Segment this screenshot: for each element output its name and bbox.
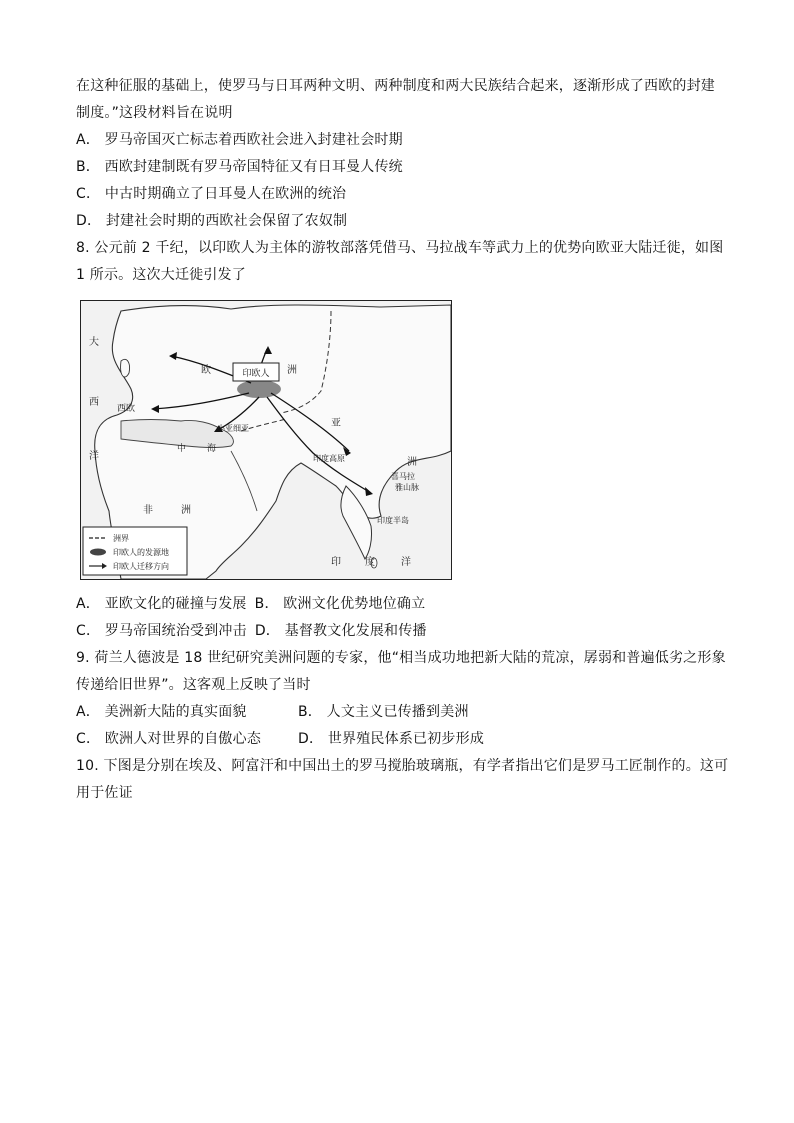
map-legend-0: 洲界	[113, 534, 129, 543]
map-label-11: 小亚细亚	[217, 424, 249, 433]
q9-stem-line2: 传递给旧世界”。这客观上反映了当时	[76, 677, 311, 693]
q8-option-b: B． 欧洲文化优势地位确立	[254, 596, 426, 612]
map-label-3: 西	[89, 397, 99, 408]
q8-options-row2	[76, 621, 427, 641]
migration-map-figure	[80, 300, 452, 580]
q8-option-d: D． 基督教文化发展和传播	[254, 623, 427, 639]
map-label-1: 欧	[201, 365, 211, 376]
map-label-14: 度	[365, 557, 375, 568]
q7-option-a: A． 罗马帝国灭亡标志着西欧社会进入封建社会时期	[76, 132, 403, 148]
map-label-12: 印度高原	[313, 454, 345, 463]
q7-option-b: B． 西欧封建制既有罗马帝国特征又有日耳曼人传统	[76, 159, 403, 175]
map-label-4: 西欧	[117, 404, 136, 414]
map-label-5: 洋	[89, 451, 99, 462]
map-label-2: 洲	[287, 365, 297, 376]
q7-stem-line2: 制度。”这段材料旨在说明	[76, 105, 233, 121]
q9-option-b: B． 人文主义已传播到美洲	[298, 704, 469, 720]
q9-option-c: C． 欧洲人对世界的自傲心态	[76, 731, 262, 747]
q7-option-d: D． 封建社会时期的西欧社会保留了农奴制	[76, 213, 348, 229]
map-label-18: 雅山脉	[395, 483, 419, 492]
map-label-16: 印度半岛	[377, 516, 409, 525]
q8-stem-line1: 8. 公元前 2 千纪，以印欧人为主体的游牧部落凭借马、马拉战车等武力上的优势向欧亚大陆迁徙，如图	[76, 240, 724, 256]
q7-stem-line1: 在这种征服的基础上，使罗马与日耳两种文明、两种制度和两大民族结合起来，逐渐形成了西欧的封建	[76, 78, 715, 94]
map-legend-1: 印欧人的发源地	[113, 548, 169, 557]
q10-stem-line1: 10. 下图是分别在埃及、阿富汗和中国出土的罗马搅胎玻璃瓶，有学者指出它们是罗马工匠制作的。这可	[76, 758, 729, 774]
q7-option-c: C． 中古时期确立了日耳曼人在欧洲的统治	[76, 186, 347, 202]
map-label-center: 印欧人	[242, 369, 270, 379]
q10-stem-line2: 用于佐证	[76, 785, 133, 801]
migration-map-svg	[81, 301, 451, 579]
map-label-15: 洋	[401, 557, 411, 568]
q9-option-d: D． 世界殖民体系已初步形成	[298, 731, 485, 747]
map-label-0: 大	[89, 337, 99, 348]
map-label-8: 非	[143, 505, 153, 516]
map-label-19: 洲	[407, 457, 417, 468]
map-label-7: 海	[207, 444, 217, 454]
map-label-13: 印	[331, 557, 341, 568]
q9-stem-line1: 9. 荷兰人德波是 18 世纪研究美洲问题的专家，他“相当成功地把新大陆的荒凉，孱弱和普遍低劣之形象	[76, 650, 726, 666]
q8-options-row1	[76, 594, 425, 614]
q9-option-a: A． 美洲新大陆的真实面貌	[76, 704, 247, 720]
q8-stem-line2: 1 所示。这次大迁徙引发了	[76, 267, 246, 283]
map-label-9: 洲	[181, 505, 191, 516]
map-legend-2: 印欧人迁移方向	[113, 562, 169, 571]
q8-option-c: C． 罗马帝国统治受到冲击	[76, 623, 247, 639]
q8-option-a: A． 亚欧文化的碰撞与发展	[76, 596, 247, 612]
map-label-6: 中	[177, 444, 187, 454]
map-label-17: 喜马拉	[391, 472, 415, 481]
map-label-10: 亚	[331, 418, 341, 429]
